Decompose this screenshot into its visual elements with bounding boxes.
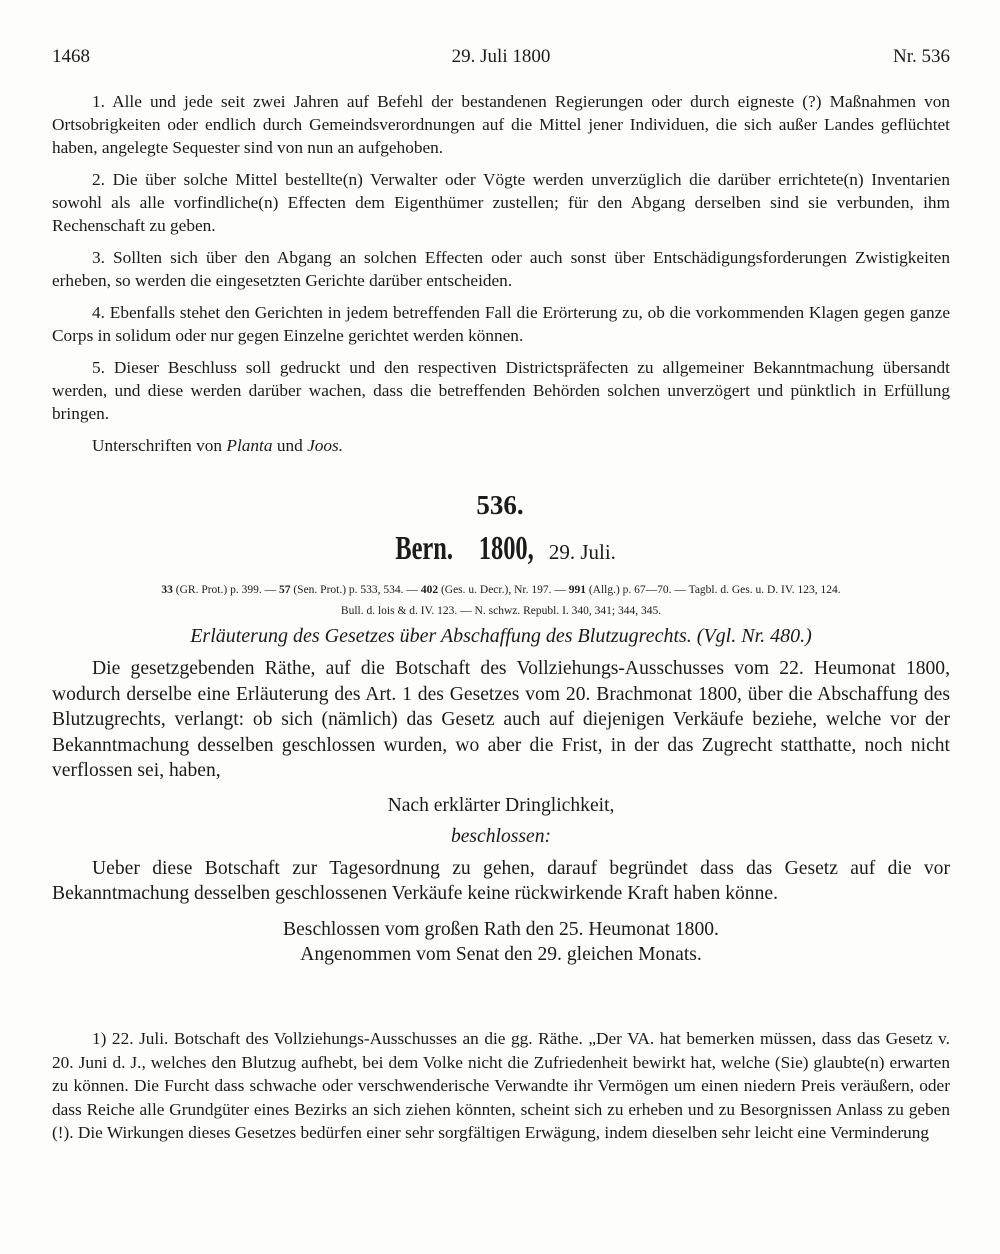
document-dateline: [0, 530, 1000, 568]
document-year: 1800,: [479, 530, 535, 567]
accepted-senate: Angenommen vom Senat den 29. gleichen Monats.: [300, 944, 702, 965]
article-5: 5. Dieser Beschluss soll gedruckt und den respectiven Districtspräfecten zu allgemeiner Bekanntmachung übersandt werden, und diese werden darüber wachen, dass die betreffenden Behörden solchen unverzögert und pünktlich in Erfüllung bringen.: [52, 358, 950, 423]
document-subtitle: Erläuterung des Gesetzes über Abschaffung des Blutzugrechts. (Vgl. Nr. 480.): [190, 625, 812, 647]
ref-text-b: (Sen. Prot.) p. 533, 534. —: [293, 584, 418, 596]
ref-number-c: 402: [420, 584, 439, 596]
footnote-1: 1) 22. Juli. Botschaft des Vollziehungs-Ausschusses an die gg. Räthe. „Der VA. hat bemerken müssen, dass das Gesetz v. 20. Juni d. J., welches den Blutzug aufhebt, bei dem Volke nicht die Zufriedenheit bewirkt hat, welche (Sie) glaubte(n) erwarten zu können. Die Furcht dass schwache oder verschwenderische Verwandte ihr Vermögen um einen niedern Preis veräußern, oder dass Reiche alle Grundgüter eines Bezirks an sich ziehen könnten, scheint sich zu erheben und zu Besorgnissen Anlass zu geben (!). Die Wirkungen dieses Gesetzes bedürfen einer sehr sorgfältigen Erwägung, indem dieselben sehr leicht eine Verminderung: [52, 1029, 950, 1142]
previous-decree-articles: [52, 90, 950, 457]
ref-number-a: 33: [161, 584, 173, 596]
document-day: 29. Juli.: [548, 540, 616, 564]
signatures-line: [52, 434, 950, 457]
document-place: Bern.: [395, 530, 454, 567]
ref-number-b: 57: [278, 584, 291, 596]
references-line-1: [52, 580, 950, 601]
article-4: 4. Ebenfalls stehet den Gerichten in jedem betreffenden Fall die Erörterung zu, ob die vorkommenden Klagen gegen ganze Corps in solidum oder nur gegen Einzelne gerichtet werden können.: [52, 303, 950, 345]
source-references: [52, 580, 950, 622]
ref-text-c: (Ges. u. Decr.), Nr. 197. —: [440, 584, 566, 596]
preamble: Die gesetzgebenden Räthe, auf die Botschaft des Vollziehungs-Ausschusses vom 22. Heumonat 1800, wodurch derselbe eine Erläuterung des Art. 1 des Gesetzes vom 20. Brachmonat 1800, über die Abschaffung des Blutzugrechts, verlangt: ob sich (nämlich) das Gesetz auch auf diejenigen Verkäufe beziehe, welche vor der Bekanntmachung desselben geschlossen wurden, wo aber die Frist, in der das Zugrecht statthatte, noch nicht verflossen sei, haben,: [52, 658, 950, 781]
decision-text: Ueber diese Botschaft zur Tagesordnung zu gehen, darauf begründet dass das Gesetz auf die vor Bekanntmachung desselben geschlossenen Verkäufe keine rückwirkende Kraft haben könne.: [52, 857, 950, 904]
article-3: 3. Sollten sich über den Abgang an solchen Effecten oder auch sonst über Entschädigungsforderungen Zwistigkeiten erheben, so werden die eingesetzten Gerichte darüber entscheiden.: [52, 248, 950, 290]
signatures-prefix: Unterschriften von: [92, 436, 223, 455]
urgency-line: Nach erklärter Dringlichkeit,: [387, 794, 615, 816]
ref-number-d: 991: [568, 584, 586, 596]
article-2: 2. Die über solche Mittel bestellte(n) Verwalter oder Vögte werden unverzüglich die darüber errichtete(n) Inventarien sowohl als alle vorfindliche(n) Effecten dem Eigenthümer zustellen; für den Abgang derselben sind sie verbunden, ihm Rechenschaft zu geben.: [52, 170, 950, 235]
article-1: 1. Alle und jede seit zwei Jahren auf Befehl der bestandenen Regierungen oder durch eigneste (?) Maßnahmen von Ortsobrigkeiten oder endlich durch Gemeindsverordnungen auf die Mittel jener Individuen, die sich außer Landes geflüchtet haben, angelegte Sequester sind von nun an aufgehoben.: [52, 92, 950, 157]
signatory-planta: Planta: [226, 436, 273, 455]
page-number: 1468: [52, 46, 90, 67]
document-number: 536.: [476, 490, 524, 520]
resolved-line: beschlossen:: [450, 826, 552, 847]
running-header: [52, 46, 950, 76]
signatory-joos: Joos.: [307, 436, 344, 455]
header-date: 29. Juli 1800: [451, 46, 551, 67]
ref-text-a: (GR. Prot.) p. 399. —: [175, 584, 277, 596]
adopted-grand-council: Beschlossen vom großen Rath den 25. Heumonat 1800.: [283, 918, 719, 940]
signatures-conjunction: und: [276, 436, 303, 455]
decree-body: [52, 656, 950, 968]
footnotes: [52, 1027, 950, 1145]
header-doc-number: Nr. 536: [893, 46, 950, 67]
ref-text-d: (Allg.) p. 67—70. — Tagbl. d. Ges. u. D. IV. 123, 124.: [588, 584, 841, 596]
references-line-2: Bull. d. lois & d. IV. 123. — N. schwz. Republ. I. 340, 341; 344, 345.: [340, 605, 662, 617]
